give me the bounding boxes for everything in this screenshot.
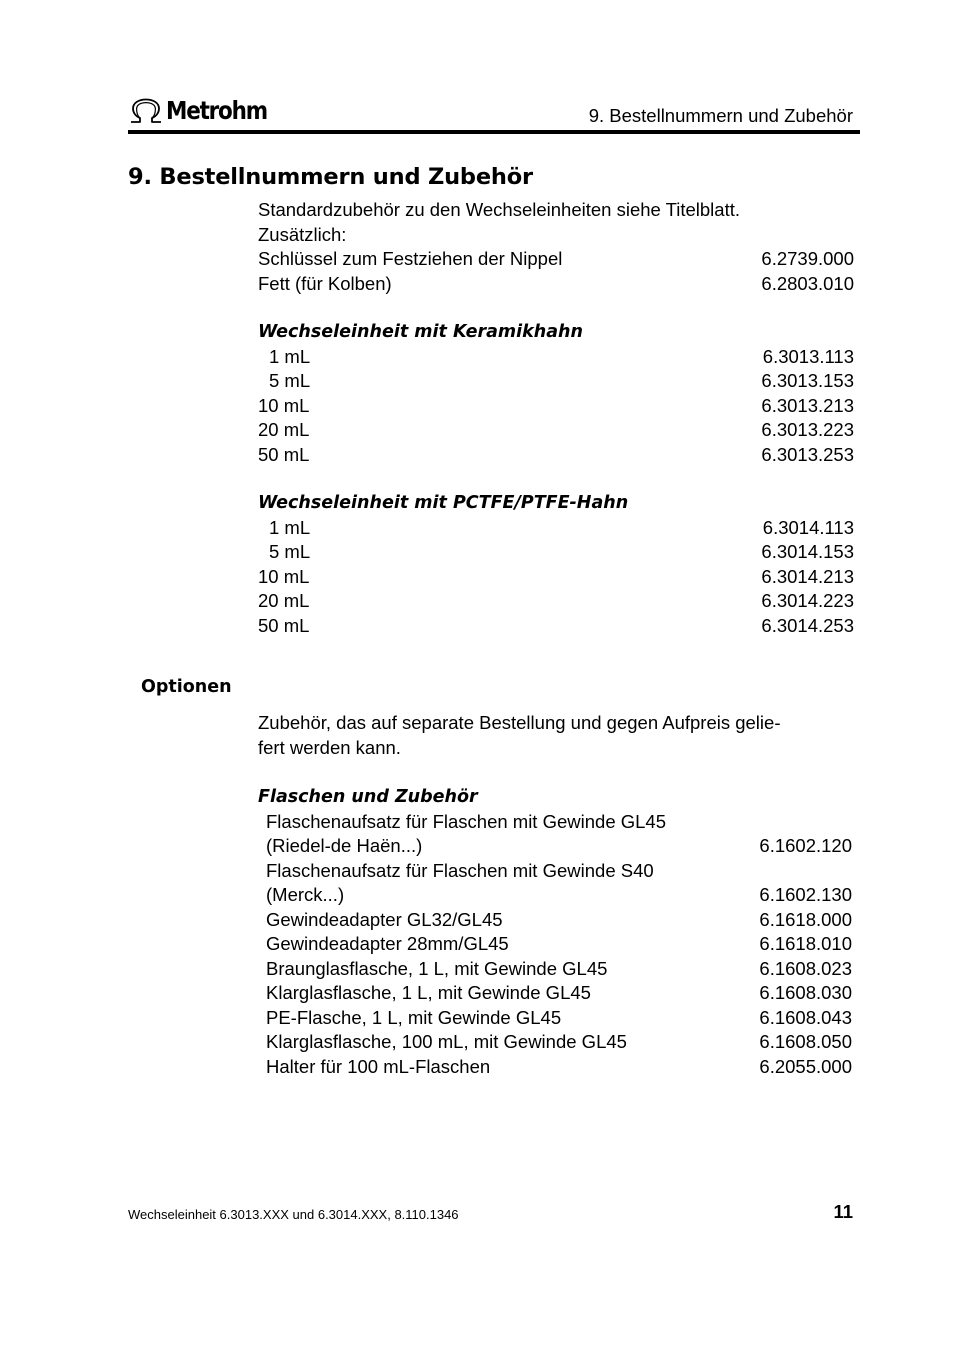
header-rule xyxy=(128,130,860,134)
intro-section xyxy=(258,198,854,296)
item-number: 6.1602.120 xyxy=(759,835,852,856)
metrohm-logo xyxy=(128,96,283,126)
footer-doc-info: Wechseleinheit 6.3013.XXX und 6.3014.XXX, 8.110.1346 xyxy=(128,1207,459,1222)
item-label: 5 mL xyxy=(269,541,311,562)
list-item xyxy=(258,1055,854,1080)
list-item xyxy=(258,443,854,468)
item-number: 6.1618.000 xyxy=(759,908,852,930)
list-item xyxy=(258,272,854,297)
list-item xyxy=(258,369,854,394)
item-label: 20 mL xyxy=(258,419,310,440)
intro-line: Zusätzlich: xyxy=(258,223,347,245)
list-item xyxy=(258,565,854,590)
item-label: Flaschenaufsatz für Flaschen mit Gewinde GL45 xyxy=(266,810,666,832)
item-label: 1 mL xyxy=(269,345,311,367)
item-number: 6.3014.113 xyxy=(762,516,854,538)
list-item xyxy=(258,1006,854,1031)
item-label: Braunglasflasche, 1 L, mit Gewinde GL45 xyxy=(266,957,608,979)
item-number: 6.1608.023 xyxy=(759,957,852,979)
item-number: 6.3014.253 xyxy=(761,614,854,636)
list-item xyxy=(258,981,854,1006)
list-item xyxy=(258,883,854,908)
list-item xyxy=(258,908,854,933)
item-number: 6.2803.010 xyxy=(761,272,854,294)
options-text xyxy=(258,711,854,760)
keramik-section xyxy=(258,320,854,467)
options-heading: Optionen xyxy=(141,677,232,697)
item-label: Gewindeadapter 28mm/GL45 xyxy=(266,933,509,954)
page-title: 9. Bestellnummern und Zubehör xyxy=(128,164,533,190)
item-label: Gewindeadapter GL32/GL45 xyxy=(266,908,503,930)
item-number: 6.1608.030 xyxy=(759,982,852,1003)
item-label: Schlüssel zum Festziehen der Nippel xyxy=(258,248,563,269)
list-item xyxy=(258,810,854,835)
item-number: 6.3013.153 xyxy=(761,370,854,391)
item-label: 10 mL xyxy=(258,394,310,416)
list-item xyxy=(258,834,854,859)
item-number: 6.2739.000 xyxy=(761,248,854,269)
subsection-heading: Flaschen und Zubehör xyxy=(258,787,478,807)
item-number: 6.3013.113 xyxy=(762,345,854,367)
item-number: 6.3014.153 xyxy=(761,541,854,562)
item-label: (Riedel-de Haën...) xyxy=(266,835,423,856)
item-label: 20 mL xyxy=(258,590,310,611)
list-item xyxy=(258,859,854,884)
list-item xyxy=(258,516,854,541)
item-number: 6.1608.050 xyxy=(759,1031,852,1052)
item-label: (Merck...) xyxy=(266,884,345,905)
list-item xyxy=(258,614,854,639)
item-number: 6.3013.253 xyxy=(761,443,854,465)
item-label: Halter für 100 mL-Flaschen xyxy=(266,1055,491,1077)
item-number: 6.1602.130 xyxy=(759,884,852,905)
list-item xyxy=(258,345,854,370)
list-item xyxy=(258,957,854,982)
list-item xyxy=(258,394,854,419)
item-number: 6.3014.223 xyxy=(761,590,854,611)
options-text-line: Zubehör, das auf separate Bestellung und gegen Aufpreis gelie- xyxy=(258,712,781,733)
list-item xyxy=(258,247,854,272)
item-label: Klarglasflasche, 1 L, mit Gewinde GL45 xyxy=(266,982,591,1003)
item-label: 1 mL xyxy=(269,516,311,538)
list-item xyxy=(258,589,854,614)
item-label: 10 mL xyxy=(258,565,310,587)
item-number: 6.3013.223 xyxy=(761,419,854,440)
item-label: Flaschenaufsatz für Flaschen mit Gewinde S40 xyxy=(266,859,654,881)
flaschen-section xyxy=(258,785,854,1079)
intro-line: Standardzubehör zu den Wechseleinheiten siehe Titelblatt. xyxy=(258,199,741,220)
item-number: 6.3013.213 xyxy=(761,394,854,416)
omega-logo-icon xyxy=(128,97,164,125)
item-number: 6.3014.213 xyxy=(761,565,854,587)
item-label: Klarglasflasche, 100 mL, mit Gewinde GL45 xyxy=(266,1031,627,1052)
pctfe-section xyxy=(258,491,854,638)
subsection-heading: Wechseleinheit mit Keramikhahn xyxy=(258,322,583,342)
page-number: 11 xyxy=(833,1201,853,1222)
options-text-line: fert werden kann. xyxy=(258,736,401,758)
list-item xyxy=(258,418,854,443)
subsection-heading: Wechseleinheit mit PCTFE/PTFE-Hahn xyxy=(258,493,629,513)
item-label: 50 mL xyxy=(258,443,310,465)
list-item xyxy=(258,540,854,565)
list-item xyxy=(258,1030,854,1055)
item-number: 6.2055.000 xyxy=(759,1055,852,1077)
list-item xyxy=(258,932,854,957)
item-number: 6.1608.043 xyxy=(759,1006,852,1028)
item-label: Fett (für Kolben) xyxy=(258,272,392,294)
item-label: PE-Flasche, 1 L, mit Gewinde GL45 xyxy=(266,1006,562,1028)
item-label: 50 mL xyxy=(258,614,310,636)
item-label: 5 mL xyxy=(269,370,311,391)
header-section-title: 9. Bestellnummern und Zubehör xyxy=(588,105,853,126)
item-number: 6.1618.010 xyxy=(759,933,852,954)
brand-name: Metrohm xyxy=(166,96,267,125)
